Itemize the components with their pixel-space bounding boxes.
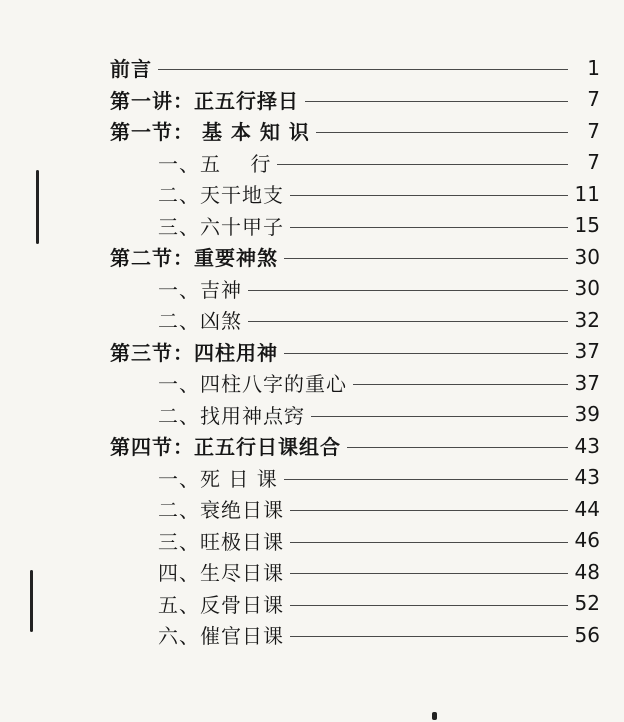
scan-margin-mark [30,570,33,632]
toc-entry-page: 56 [574,622,600,647]
toc-entry-page: 52 [574,591,600,616]
toc-entry-item[interactable] [110,273,600,305]
toc-entry-item[interactable] [110,462,600,494]
toc-entry-label: 一、四柱八字的重心 [158,372,347,397]
toc-entry-section-3[interactable] [110,336,600,368]
leader-line [290,195,568,196]
leader-line [290,227,568,228]
leader-line [305,101,568,102]
toc-entry-item[interactable] [110,147,600,179]
toc-entry-item[interactable] [110,588,600,620]
toc-entry-item[interactable] [110,304,600,336]
toc-entry-label: 二、找用神点窍 [158,403,305,428]
toc-entry-label: 二、天干地支 [158,183,284,208]
toc-entry-page: 39 [574,402,600,427]
leader-line [316,132,568,133]
toc-entry-label: 一、死 日 课 [158,466,278,491]
leader-line [277,164,568,165]
toc-entry-label: 五、反骨日课 [158,592,284,617]
toc-entry-preface[interactable] [110,52,600,84]
toc-entry-label: 三、六十甲子 [158,214,284,239]
toc-entry-page: 11 [574,181,600,206]
toc-entry-item[interactable] [110,178,600,210]
toc-entry-section-1[interactable] [110,115,600,147]
leader-line [248,290,568,291]
scan-speck [432,712,437,720]
leader-line [248,321,568,322]
toc-entry-label: 第二节：重要神煞 [110,246,278,271]
toc-entry-page: 37 [574,370,600,395]
toc-entry-page: 43 [574,465,600,490]
toc-entry-item[interactable] [110,399,600,431]
toc-entry-label: 四、生尽日课 [158,561,284,586]
toc-entry-lecture-1[interactable] [110,84,600,116]
leader-line [290,605,568,606]
toc-entry-label: 第一讲：正五行择日 [110,88,299,113]
toc-entry-page: 37 [574,339,600,364]
toc-entry-item[interactable] [110,525,600,557]
toc-entry-page: 48 [574,559,600,584]
leader-line [158,69,568,70]
leader-line [353,384,568,385]
leader-line [284,258,568,259]
toc-entry-page: 15 [574,213,600,238]
toc-entry-label: 一、五 行 [158,151,272,176]
toc-entry-page: 7 [587,118,600,143]
leader-line [284,479,568,480]
toc-entry-item[interactable] [110,619,600,651]
toc-entry-label: 二、凶煞 [158,309,242,334]
toc-entry-item[interactable] [110,367,600,399]
leader-line [290,542,568,543]
toc-entry-page: 43 [574,433,600,458]
leader-line [290,573,568,574]
toc-entry-page: 30 [574,276,600,301]
leader-line [311,416,568,417]
toc-entry-label: 一、吉神 [158,277,242,302]
table-of-contents [110,52,600,651]
toc-entry-page: 32 [574,307,600,332]
toc-entry-label: 二、衰绝日课 [158,498,284,523]
leader-line [290,510,568,511]
toc-entry-label: 第三节：四柱用神 [110,340,278,365]
scan-margin-mark [36,170,39,244]
toc-entry-section-4[interactable] [110,430,600,462]
toc-entry-item[interactable] [110,556,600,588]
toc-entry-label: 三、旺极日课 [158,529,284,554]
leader-line [290,636,568,637]
toc-entry-page: 7 [587,87,600,112]
toc-entry-page: 30 [574,244,600,269]
toc-entry-item[interactable] [110,210,600,242]
toc-entry-page: 1 [587,55,600,80]
toc-entry-page: 46 [574,528,600,553]
toc-entry-page: 7 [587,150,600,175]
toc-entry-label: 六、催官日课 [158,624,284,649]
toc-entry-item[interactable] [110,493,600,525]
toc-entry-label: 第四节：正五行日课组合 [110,435,341,460]
toc-entry-label: 第一节： 基 本 知 识 [110,120,310,145]
toc-entry-label: 前言 [110,57,152,82]
toc-entry-section-2[interactable] [110,241,600,273]
toc-entry-page: 44 [574,496,600,521]
leader-line [347,447,568,448]
leader-line [284,353,568,354]
